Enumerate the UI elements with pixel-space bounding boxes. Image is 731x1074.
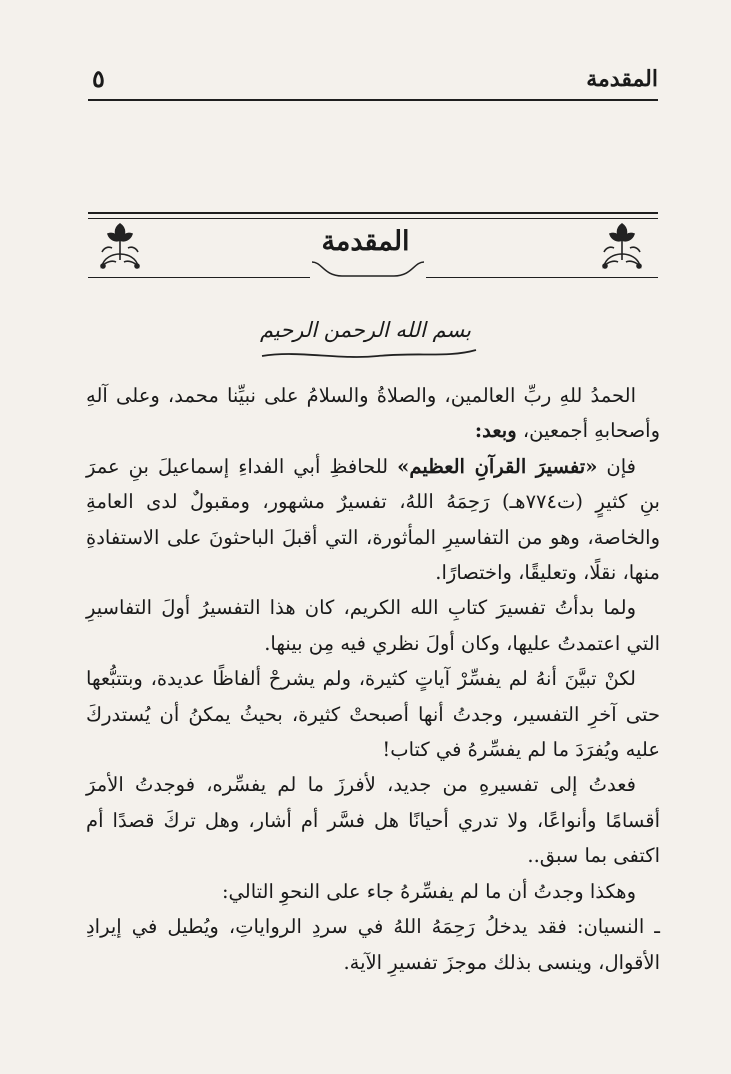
- paragraph: لكنْ تبيَّنَ أنهُ لم يفسِّرْ آياتٍ كثيرة، ولم يشرحْ ألفاظًا عديدة، وبتتبُّعها حتى آخرِ التفسير، وجدتُ أنها أصبحتْ كثيرة، بحيثُ يمكنُ أن يُستدركَ عليه ويُفرَدَ ما لم يفسِّرهُ في كتاب!: [86, 667, 660, 762]
- paragraph-text: الحمدُ للهِ ربِّ العالمين، والصلاةُ والسلامُ على نبيِّنا محمد، وعلى آلهِ وأصحابهِ أجمعين،: [86, 384, 660, 443]
- chapter-rule-top: [88, 212, 658, 214]
- book-title: «تفسيرَ القرآنِ العظيم»: [397, 454, 598, 478]
- paragraph-text: للحافظِ أبي الفداءِ إسماعيلَ بنِ عمرَ بنِ كثيرٍ (ت٧٧٤هـ) رَحِمَهُ اللهُ، تفسيرٌ مشهور، ومقبولٌ لدى العامةِ والخاصة، وهو من التفاسيرِ المأثورة، التي أقبلَ الباحثونَ على الاستفادةِ منها، نقلًا، وتعليقًا، واختصارًا.: [86, 454, 660, 585]
- paragraph: فعدتُ إلى تفسيرهِ من جديد، لأفرزَ ما لم يفسِّره، فوجدتُ الأمرَ أقسامًا وأنواعًا، ولا تدري أحيانًا هل فسَّر أم أشار، وهل تركَ قصدًا أم اكتفى بما سبق..: [86, 773, 660, 868]
- paragraph: [86, 449, 660, 591]
- bold-text: وبعد:: [474, 419, 517, 443]
- paragraph: ـ النسيان: فقد يدخلُ رَحِمَهُ اللهُ في سردِ الرواياتِ، ويُطيل في إيرادِ الأقوال، وينسى بذلك موجزَ تفسيرِ الآية.: [86, 915, 660, 974]
- chapter-rule-bottom-right: [88, 277, 310, 278]
- running-header: [88, 62, 658, 98]
- header-rule: [88, 99, 658, 101]
- running-header-title: المقدمة: [586, 66, 658, 92]
- paragraph: وهكذا وجدتُ أن ما لم يفسِّرهُ جاء على النحوِ التالي:: [221, 879, 636, 903]
- paragraph: [86, 378, 660, 449]
- chapter-rule-bottom-left: [426, 277, 658, 278]
- title-frame-curve: [312, 260, 424, 280]
- page-number: ٥: [92, 64, 105, 93]
- chapter-rule-top-thin: [88, 218, 658, 219]
- body-text: [86, 378, 660, 980]
- paragraph-text: فإن: [606, 454, 637, 478]
- basmala-calligraphy-stroke: [258, 344, 480, 362]
- paragraph: ولما بدأتُ تفسيرَ كتابِ الله الكريم، كان هذا التفسيرُ أولَ التفاسيرِ التي اعتمدتُ عليها، وكان أولَ نظري فيه مِن بينها.: [86, 596, 660, 655]
- chapter-title: المقدمة: [321, 226, 410, 257]
- basmala: بسم الله الرحمن الرحيم: [259, 318, 472, 342]
